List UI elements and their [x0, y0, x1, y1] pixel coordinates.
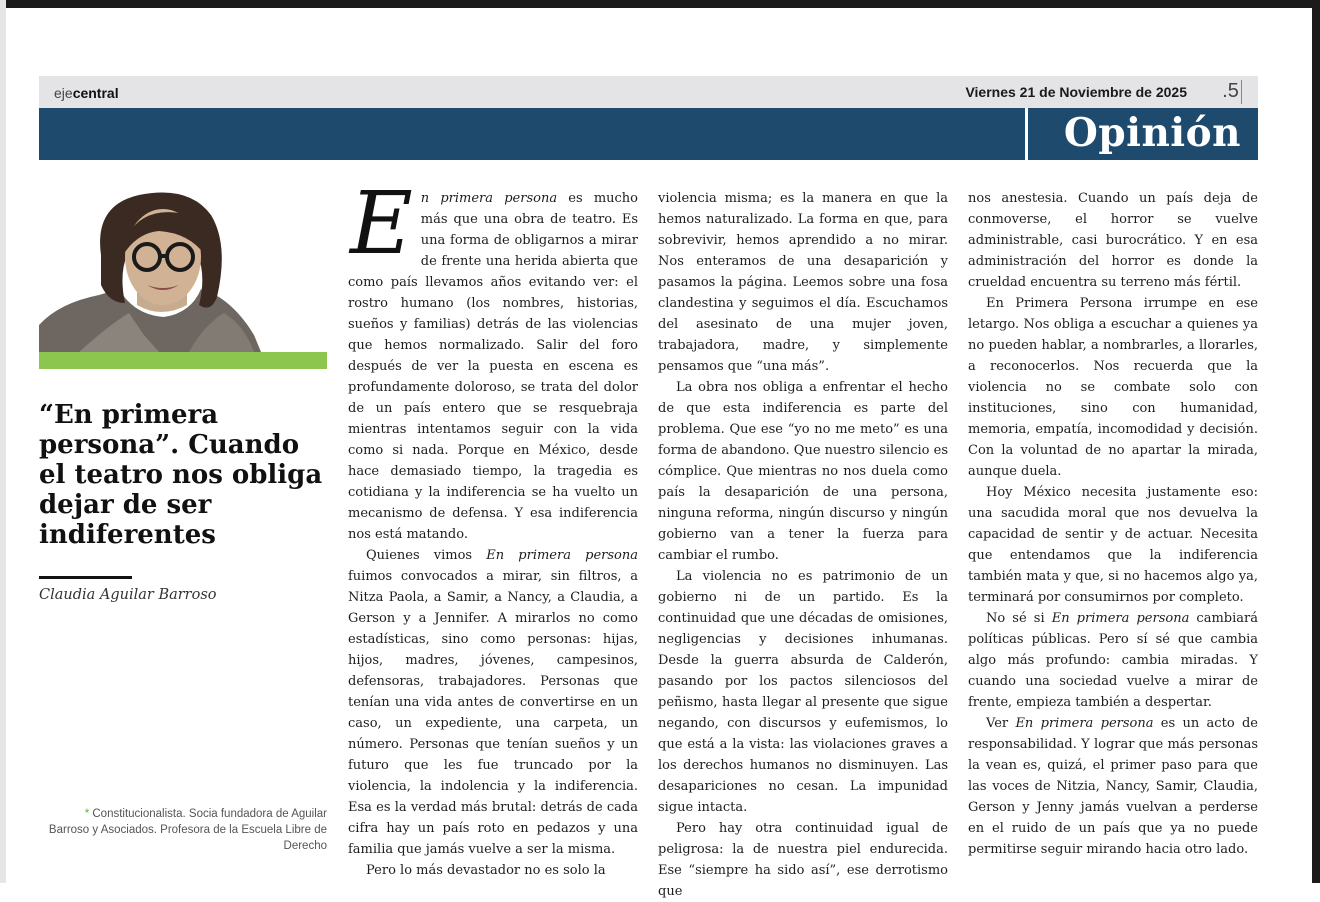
- paragraph: Pero lo más devastador no es solo la: [366, 863, 606, 878]
- author-byline: Claudia Aguilar Barroso: [39, 587, 217, 603]
- window-frame-right: [1312, 0, 1320, 883]
- footnote-marker: *: [84, 808, 90, 820]
- play-title: En primera persona: [1051, 611, 1190, 626]
- brand-logo: [54, 85, 119, 101]
- play-title: En primera persona: [486, 548, 638, 563]
- paragraph-text: cambiará políticas públicas. Pero sí sé que cambia algo más profundo: cambia miradas. Y cuando una sociedad vuelve a mirar de frente, empieza también a despertar.: [968, 611, 1258, 710]
- paragraph: Pero hay otra continuidad igual de peligrosa: la de nuestra piel endurecida. Ese “siempre ha sido así”, ese derrotismo que: [658, 821, 948, 899]
- play-title: En primera persona: [1015, 716, 1154, 731]
- paragraph-text: Quienes vimos: [366, 548, 487, 563]
- article-column-2: [658, 188, 948, 899]
- window-frame-top: [0, 0, 1320, 8]
- brand-suffix: central: [72, 85, 119, 101]
- paragraph: [348, 174, 639, 545]
- accent-bar: [39, 352, 327, 369]
- paragraph: En Primera Persona irrumpe en ese letargo. Nos obliga a escuchar a quienes ya no pueden hablar, a nombrarles, a llorarles, a reconocerlos. Nos recuerda que la violencia no se combate solo con instituciones, sino con humanidad, memoria, empatía, incomodidad y decisión. Con la voluntad de no apartar la mirada, aunque duela.: [968, 296, 1258, 479]
- paragraph: violencia misma; es la manera en que la hemos naturalizado. La forma en que, para sobrevivir, hemos aprendido a no mirar. Nos enteramos de una desaparición y pasamos la página. Leemos sobre una fosa clandestina y seguimos el día. Escuchamos del asesinato de una mujer joven, trabajadora, madre, y simplemente pensamos que “una más”.: [658, 191, 948, 374]
- footnote-text: Constitucionalista. Socia fundadora de Aguilar Barroso y Asociados. Profesora de la Escuela Libre de Derecho: [48, 808, 327, 852]
- paragraph: [348, 545, 638, 860]
- paragraph: La violencia no es patrimonio de un gobierno ni de un partido. Es la continuidad que une décadas de omisiones, negligencias y decisiones inhumanas. Desde la guerra absurda de Calderón, pasando por los pactos silenciosos del peñismo, hasta llegar al presente que sigue negando, con discursos y eufemismos, lo que está a la vista: las violaciones graves a los derechos humanos no disminuyen. Las desapariciones no cesan. La impunidad sigue intacta.: [658, 569, 948, 815]
- section-title: Opinión: [1063, 110, 1241, 156]
- author-footnote: [45, 806, 327, 854]
- paragraph-text: Ver: [986, 716, 1016, 731]
- portrait-image: [39, 185, 327, 352]
- paragraph-text: es mucho más que una obra de teatro. Es una forma de obligarnos a mirar de frente una herida abierta que como país llevamos años evitando ver: el rostro humano (los nombres, historias, sueños y familias) detrás de las violencias que hemos normalizado. Salir del foro después de ver la puesta en escena es profundamente doloroso, se trata del dolor de un país entero que se resquebraja mientras intentamos seguir con la vida como si nada. Porque en México, desde hace demasiado tiempo, la tragedia es cotidiana y la indiferencia se ha vuelto un mecanismo de defensa. Y esa indiferencia nos está matando.: [348, 191, 639, 542]
- article-column-1: [348, 174, 639, 878]
- issue-date: Viernes 21 de Noviembre de 2025: [965, 84, 1187, 100]
- article-column-3: [968, 188, 1258, 868]
- drop-cap: E: [350, 174, 413, 274]
- article-headline: “En primera persona”. Cuando el teatro nos obliga dejar de ser indiferentes: [39, 400, 323, 550]
- section-banner-divider: [1025, 108, 1028, 160]
- section-banner: [39, 108, 1258, 160]
- paragraph-text: No sé si: [986, 611, 1052, 626]
- headline-rule: [39, 576, 132, 579]
- paragraph-text: fuimos convocados a mirar, sin filtros, a Nitza Paola, a Samir, a Nancy, a Claudia, a Gerson y a Jennifer. A mirarlos no como estadísticas, sino como personas: hijas, hijos, madres, jóvenes, campesinos, defensoras, trabajadores. Personas que tenían una vida antes de convertirse en un caso, un expediente, una carpeta, un número. Personas que tenían sueños y un futuro que les fue truncado por la violencia, la indolencia y la indiferencia. Esa es la verdad más brutal: detrás de cada cifra hay un país roto en pedazos y una familia que jamás vuelve a ser la misma.: [348, 569, 638, 857]
- paragraph: [968, 608, 1258, 713]
- paragraph-text: es un acto de responsabilidad. Y lograr que más personas la vean es, quizá, el primer paso para que las voces de Nitzia, Nancy, Samir, Claudia, Gerson y Jenny jamás vuelvan a perderse en el ruido de un país que ya no puede permitirse seguir mirando hacia otro lado.: [968, 716, 1258, 857]
- paragraph: nos anestesia. Cuando un país deja de conmoverse, el horror se vuelve administrable, casi burocrático. Y en esa administración del horror es donde la crueldad encuentra su terreno más fértil.: [968, 191, 1258, 290]
- page-number: .5: [1222, 80, 1239, 102]
- author-portrait: [39, 185, 327, 352]
- newspaper-header-bar: [39, 76, 1258, 108]
- brand-prefix: eje: [54, 85, 73, 101]
- window-frame-left: [0, 0, 6, 883]
- paragraph: La obra nos obliga a enfrentar el hecho de que esta indiferencia es parte del problema. Que ese “yo no me meto” es una forma de abandono. Que nuestro silencio es cómplice. Que mientras no nos duela como país la desaparición de una persona, ninguna reforma, ningún discurso y ningún gobierno van a tener la fuerza para cambiar el rumbo.: [658, 380, 948, 563]
- paragraph: Hoy México necesita justamente eso: una sacudida moral que nos devuelva la capacidad de sentir y de actuar. Necesita que entendamos que la indiferencia también mata y que, si no hacemos algo ya, terminará por consumirnos por completo.: [968, 485, 1258, 605]
- play-title: n primera persona: [420, 191, 558, 206]
- paragraph: [968, 713, 1258, 860]
